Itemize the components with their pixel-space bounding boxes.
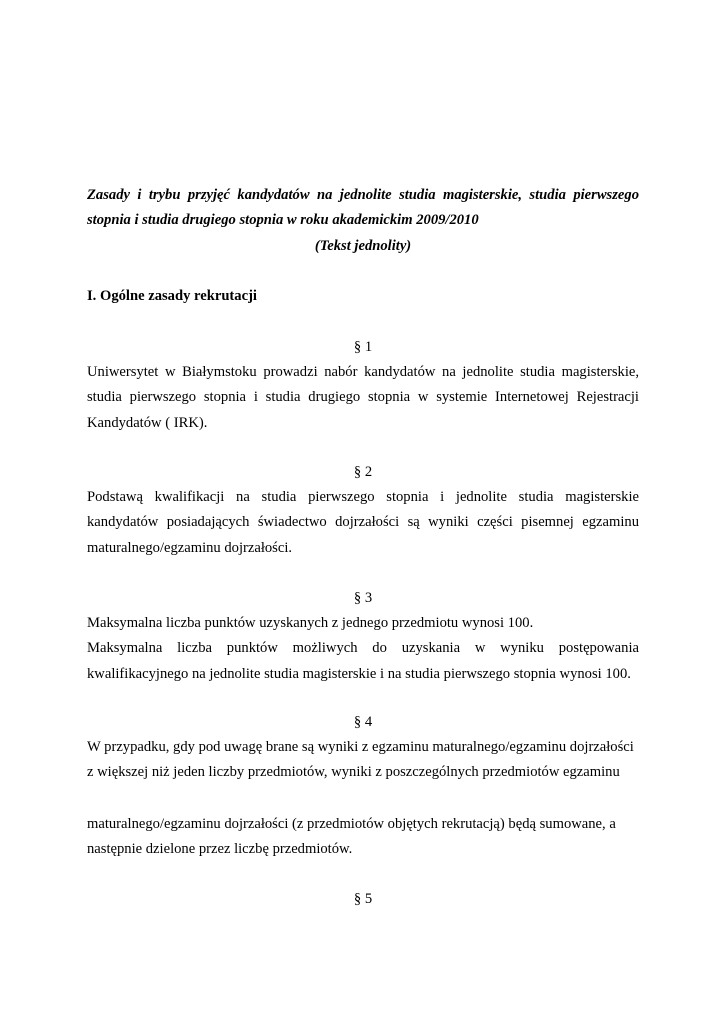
paragraph-2-line-2: kandydatów posiadających świadectwo dojrzałości są wyniki części pisemnej egzaminu: [87, 514, 639, 531]
title-line-2: stopnia i studia drugiego stopnia w roku akademickim 2009/2010: [87, 212, 479, 229]
paragraph-2-line-3: maturalnego/egzaminu dojrzałości.: [87, 539, 293, 556]
paragraph-4-text-part-1: [87, 735, 639, 786]
paragraph-3-text: [87, 611, 639, 687]
paragraph-2-line-1: Podstawą kwalifikacji na studia pierwszego stopnia i jednolite studia magisterskie: [87, 489, 639, 505]
paragraph-2-text: [87, 485, 639, 561]
paragraph-4-text-part-2: [87, 812, 639, 863]
paragraph-4-line-2: z większej niż jeden liczby przedmiotów, wyniki z poszczególnych przedmiotów egzaminu: [87, 764, 620, 781]
paragraph-mark-1: § 1: [353, 339, 373, 355]
paragraph-3-line-2: Maksymalna liczba punktów możliwych do uzyskania w wyniku postępowania: [87, 640, 639, 657]
paragraph-4-line-1: W przypadku, gdy pod uwagę brane są wyniki z egzaminu maturalnego/egzaminu dojrzałości: [87, 739, 634, 755]
paragraph-mark-3: § 3: [353, 590, 373, 606]
paragraph-4-line-4: następnie dzielone przez liczbę przedmiotów.: [87, 841, 353, 858]
paragraph-3-line-1: Maksymalna liczba punktów uzyskanych z jednego przedmiotu wynosi 100.: [87, 615, 534, 631]
document-title: [87, 183, 639, 234]
paragraph-1-line-3: Kandydatów ( IRK).: [87, 414, 208, 431]
paragraph-mark-2: § 2: [353, 464, 373, 480]
paragraph-3-line-3: kwalifikacyjnego na jednolite studia magisterskie i na studia pierwszego stopnia wynosi 100.: [87, 665, 631, 682]
paragraph-1-text: [87, 360, 639, 436]
paragraph-1-line-2: studia pierwszego stopnia i studia drugiego stopnia w systemie Internetowej Rejestracji: [87, 389, 639, 406]
paragraph-1-line-1: Uniwersytet w Białymstoku prowadzi nabór kandydatów na jednolite studia magisterskie,: [87, 364, 639, 380]
title-line-1: Zasady i trybu przyjęć kandydatów na jednolite studia magisterskie, studia pierwszego: [87, 187, 639, 203]
paragraph-4-line-3: maturalnego/egzaminu dojrzałości (z przedmiotów objętych rekrutacją) będą sumowane, a: [87, 816, 616, 832]
document-subtitle: (Tekst jednolity): [314, 238, 412, 254]
section-heading: I. Ogólne zasady rekrutacji: [87, 288, 257, 304]
paragraph-mark-5: § 5: [353, 891, 373, 907]
paragraph-mark-4: § 4: [353, 714, 373, 730]
